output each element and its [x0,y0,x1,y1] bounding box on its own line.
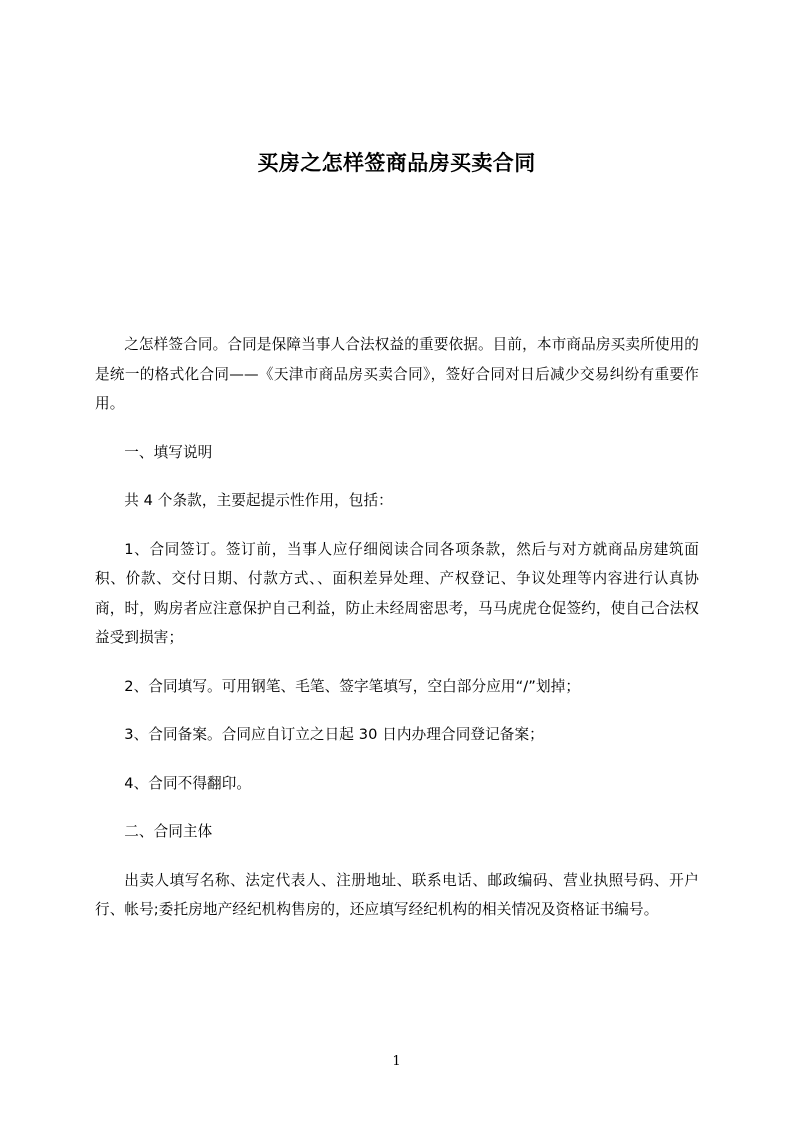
paragraph-intro: 之怎样签合同。合同是保障当事人合法权益的重要依据。目前，本市商品房买卖所使用的是统一的格式化合同——《天津市商品房买卖合同》，签好合同对日后减少交易纠纷有重要作用。 [95,336,699,412]
document-body [95,330,699,925]
list-item-1: 1、合同签订。签订前，当事人应仔细阅读合同各项条款，然后与对方就商品房建筑面积、价款、交付日期、付款方式、、面积差异处理、产权登记、争议处理等内容进行认真协商，时，购房者应注意保护自己利益，防止未经周密思考，马马虎虎仓促签约，使自己合法权益受到损害； [95,540,699,646]
paragraph-seller-info: 出卖人填写名称、法定代表人、注册地址、联系电话、邮政编码、营业执照号码、开户行、帐号;委托房地产经纪机构售房的，还应填写经纪机构的相关情况及资格证书编号。 [95,871,699,918]
section-heading-two: 二、合同主体 [124,823,213,840]
list-item-2: 2、合同填写。可用钢笔、毛笔、签字笔填写，空白部分应用“/”划掉； [124,677,581,695]
section-heading-one: 一、填写说明 [124,443,213,461]
page-number: 1 [392,1054,401,1069]
paragraph-clause-count: 共 4 个条款，主要起提示性作用，包括： [124,492,393,509]
page-title: 买房之怎样签商品房买卖合同 [257,151,536,176]
list-item-3: 3、合同备案。合同应自订立之日起 30 日内办理合同登记备案； [124,726,544,743]
list-item-4: 4、合同不得翻印。 [124,774,252,792]
